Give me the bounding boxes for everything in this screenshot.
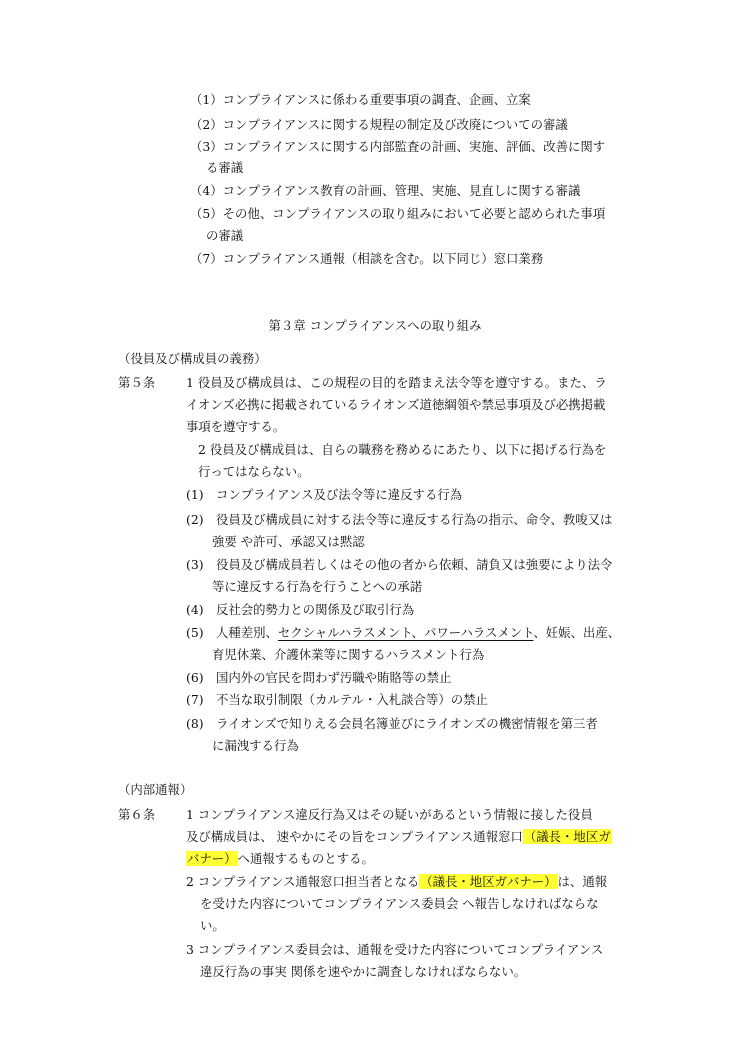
article5-item-1: (1) コンプライアンス及び法令等に違反する行為 xyxy=(186,487,463,502)
article5-item-5-pre: (5) 人種差別、 xyxy=(186,625,278,640)
article5-item-5-post: 、妊娠、出産、 xyxy=(533,625,621,640)
list-item-7: （7）コンプライアンス通報（相談を含む。以下同じ）窓口業務 xyxy=(190,251,544,266)
article6-p2-line2: を受けた内容についてコンプライアンス委員会 へ報告しなければならな xyxy=(200,896,599,911)
article5-item-3: (3) 役員及び構成員若しくはその他の者から依頼、請負又は強要により法令 xyxy=(186,557,613,572)
chapter-heading: 第３章 コンプライアンスへの取り組み xyxy=(268,318,482,333)
list-item-4: （4）コンプライアンス教育の計画、管理、実施、見直しに関する審議 xyxy=(190,183,581,198)
highlight-governor-2: （議長・地区ガバナー） xyxy=(420,874,557,889)
article5-item-4: (4) 反社会的勢力との関係及び取引行為 xyxy=(186,602,415,617)
article6-p3-line1: 3 コンプライアンス委員会は、通報を受けた内容についてコンプライアンス xyxy=(186,942,604,957)
harassment-underline: セクシャルハラスメント、パワーハラスメント xyxy=(277,625,534,640)
article6-p1-line2 xyxy=(186,829,612,845)
list-item-1: （1）コンプライアンスに係わる重要事項の調査、企画、立案 xyxy=(190,92,531,107)
article5-item-3-cont: 等に違反する行為を行うことへの承諾 xyxy=(212,579,423,594)
list-item-5-cont: の審議 xyxy=(206,228,244,243)
article5-p1-line3: 事項を遵守する。 xyxy=(186,419,286,434)
article5-item-2: (2) 役員及び構成員に対する法令等に違反する行為の指示、命令、教唆又は xyxy=(186,512,613,527)
article5-caption: （役員及び構成員の義務） xyxy=(118,351,267,366)
article6-caption: （内部通報） xyxy=(118,782,193,797)
article6-p3-line2: 違反行為の事実 関係を速やかに調査しなければならない。 xyxy=(200,964,527,979)
article6-p2-line3: い。 xyxy=(200,918,225,933)
article5-item-5-cont: 育児休業、介護休業等に関するハラスメント行為 xyxy=(212,647,485,662)
list-item-2: （2）コンプライアンスに関する規程の制定及び改廃についての審議 xyxy=(190,117,568,132)
highlight-governor: （議長・地区ガ xyxy=(523,829,611,844)
article6-p2-pre: 2 コンプライアンス通報窓口担当者となる xyxy=(186,874,420,889)
list-item-5: （5）その他、コンプライアンスの取り組みにおいて必要と認められた事項 xyxy=(190,206,606,221)
article6-p2-post: は、通報 xyxy=(557,874,608,889)
article5-p2-line2: 行ってはならない。 xyxy=(198,464,310,479)
article5-item-6: (6) 国内外の官民を問わず汚職や賄賂等の禁止 xyxy=(186,670,452,685)
article5-item-2-cont: 強要 や許可、承認又は黙認 xyxy=(212,534,365,549)
article6-p1-line1: 1 コンプライアンス違反行為又はその疑いがあるという情報に接した役員 xyxy=(186,807,593,822)
article5-p1-line1: 1 役員及び構成員は、この規程の目的を踏まえ法令等を遵守する。また、ラ xyxy=(186,375,607,390)
article6-number: 第６条 xyxy=(118,807,156,822)
article6-p2-line1 xyxy=(186,874,607,890)
article5-number: 第５条 xyxy=(118,375,156,390)
list-item-3-cont: る審議 xyxy=(206,160,244,175)
list-item-3: （3）コンプライアンスに関する内部監査の計画、実施、評価、改善に関す xyxy=(190,139,606,154)
article5-item-8-cont: に漏洩する行為 xyxy=(212,738,299,753)
article5-p2-line1: 2 役員及び構成員は、自らの職務を務めるにあたり、以下に掲げる行為を xyxy=(198,442,607,457)
article6-p1-line2-text: 及び構成員は、 速やかにその旨をコンプライアンス通報窓口 xyxy=(186,829,523,844)
highlight-governor-cont: バナー） xyxy=(187,851,237,866)
article5-item-8: (8) ライオンズで知りえる会員名簿並びにライオンズの機密情報を第三者 xyxy=(186,716,598,731)
article5-item-7: (7) 不当な取引制限（カルテル・入札談合等）の禁止 xyxy=(186,692,488,707)
article6-p1-line3 xyxy=(186,851,374,867)
article5-item-5 xyxy=(186,625,620,641)
article5-p1-line2: イオンズ必携に掲載されているライオンズ道徳綱領や禁忌事項及び必携掲載 xyxy=(186,397,606,412)
article6-p1-line3-text: へ通報するものとする。 xyxy=(237,851,374,866)
